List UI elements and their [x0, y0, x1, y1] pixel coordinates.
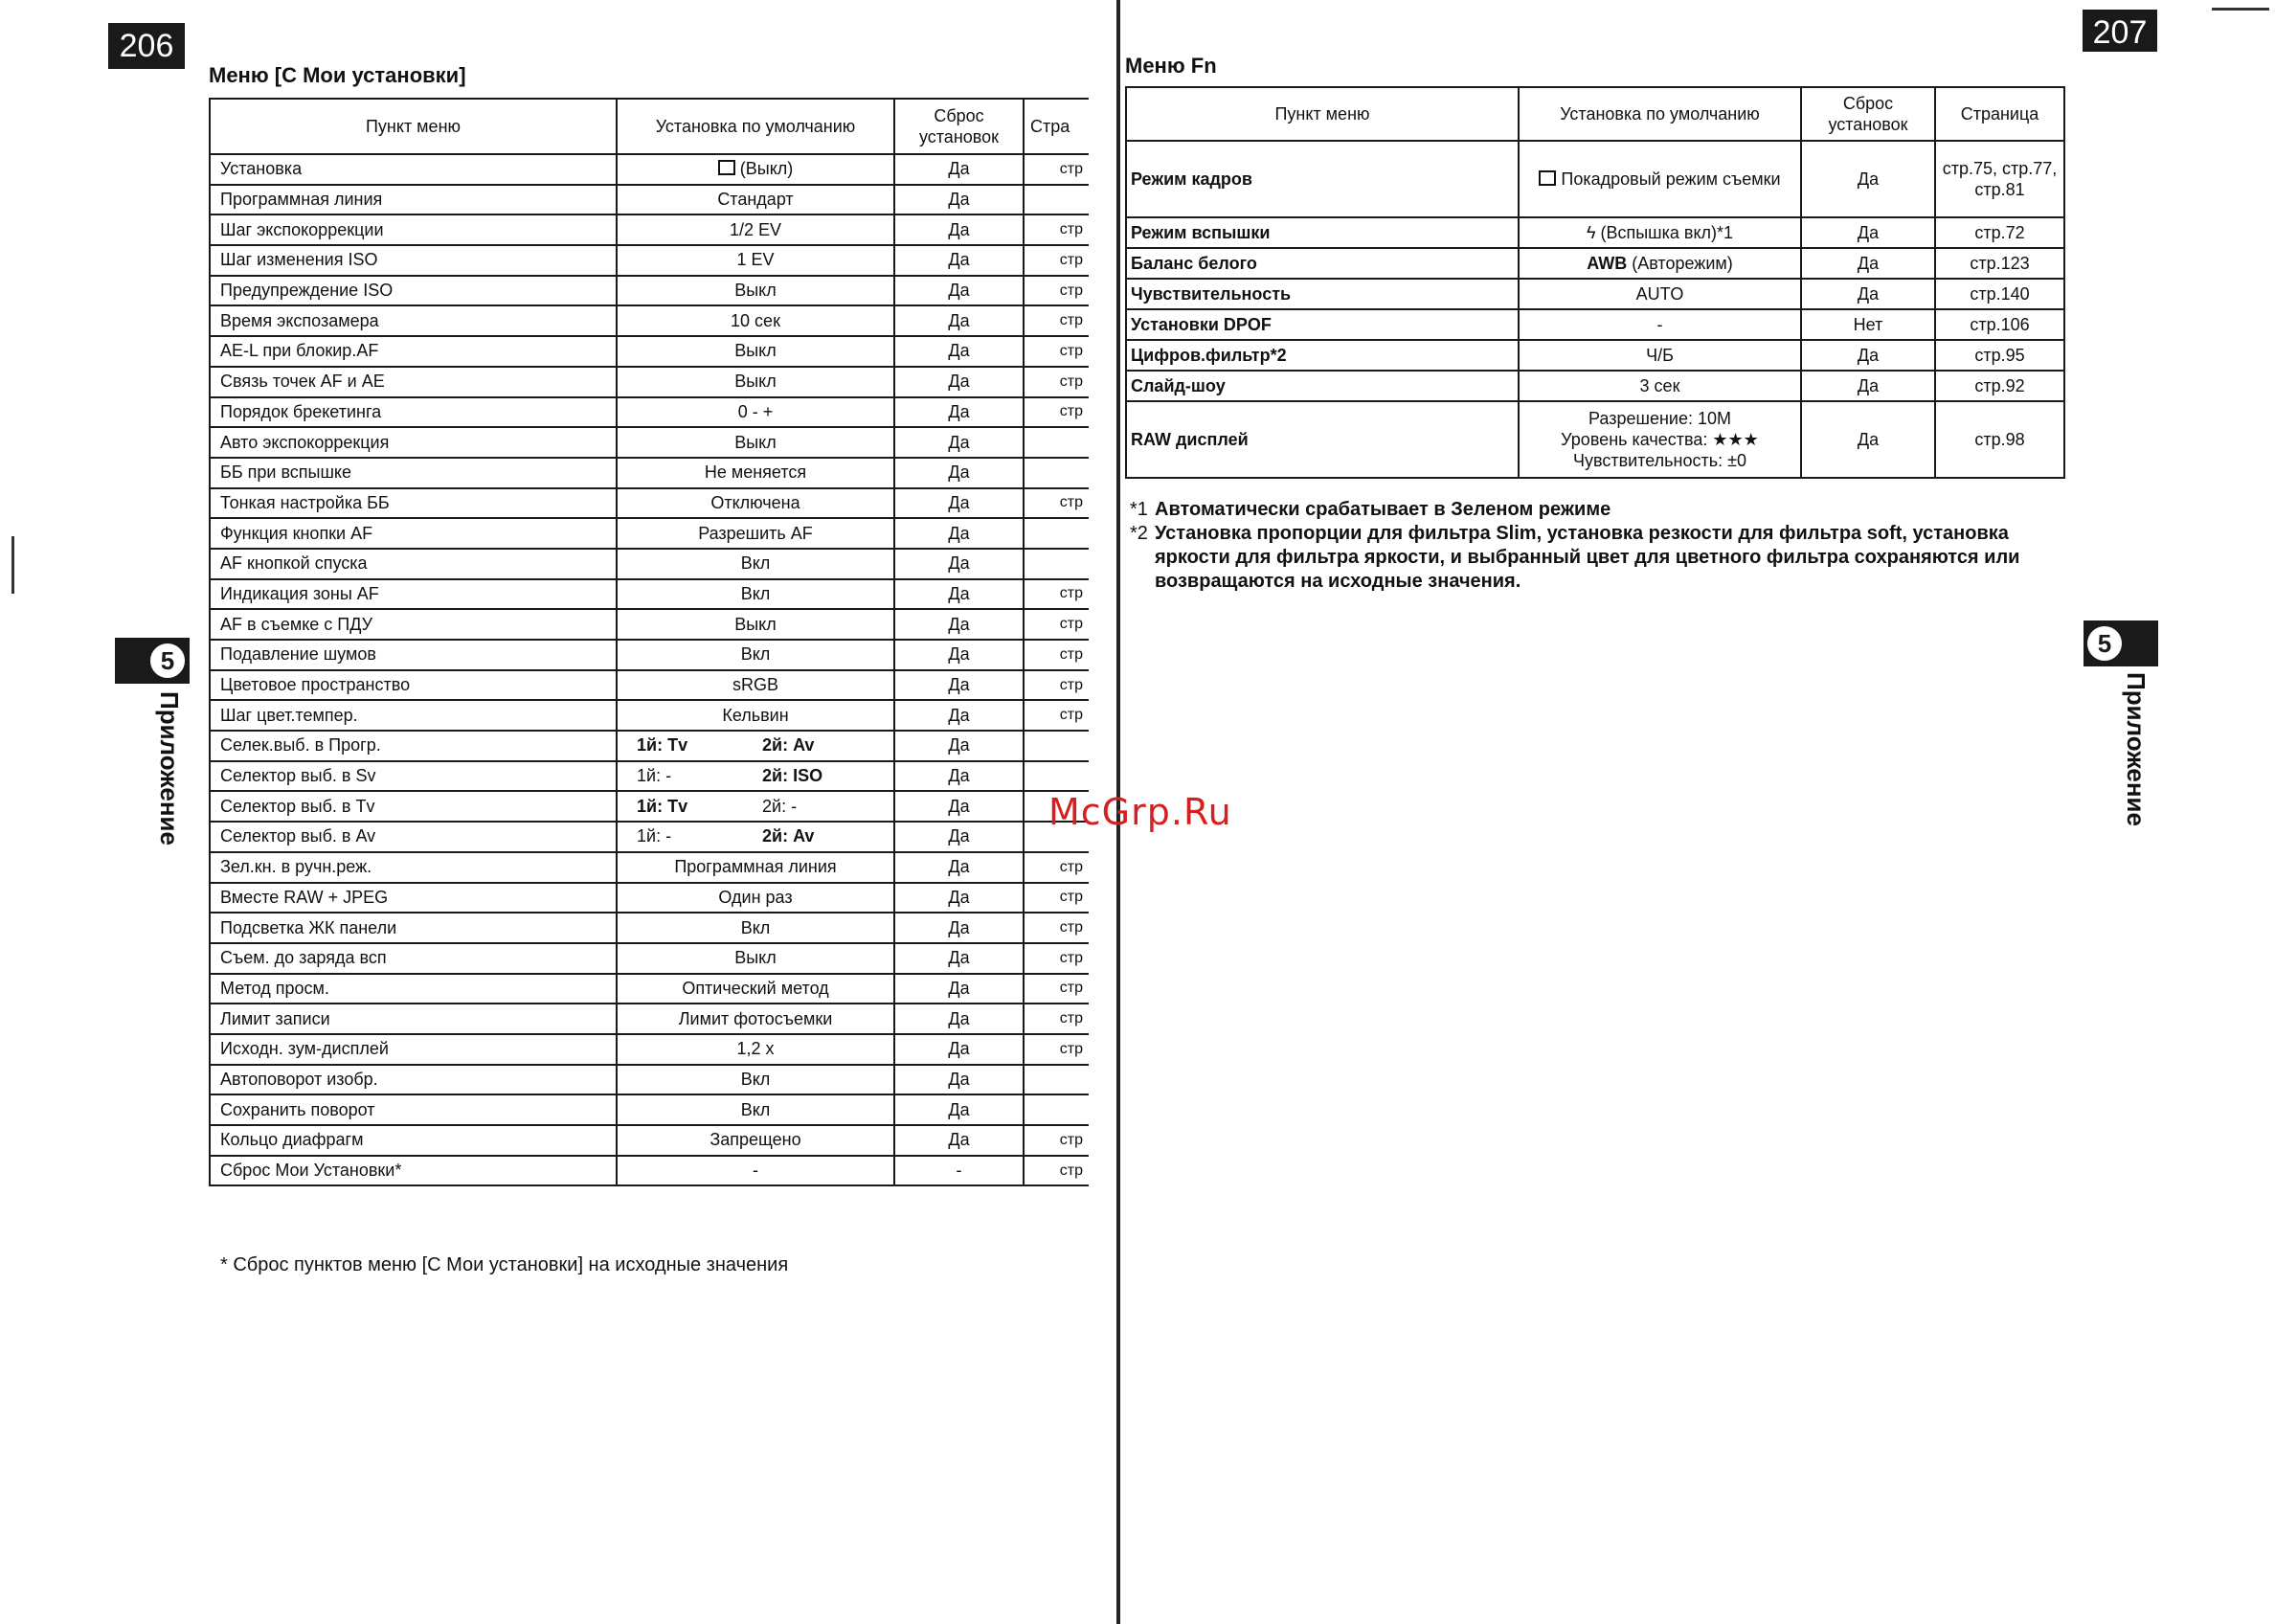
reset-cell: Да — [894, 700, 1024, 731]
table-row — [210, 670, 1089, 701]
col-header-reset: Сброс установок — [1801, 87, 1935, 141]
page-cell: стр — [1024, 397, 1089, 428]
table-row — [210, 276, 1089, 306]
col-header-item: Пункт меню — [1126, 87, 1519, 141]
note-mark: *2 — [1130, 523, 1148, 544]
table-row — [210, 731, 1089, 761]
page-cell: стр — [1024, 336, 1089, 367]
reset-cell: Да — [894, 609, 1024, 640]
default-cell: 1,2 x — [617, 1034, 894, 1065]
reset-cell: Да — [894, 640, 1024, 670]
default-cell — [617, 761, 894, 792]
default-cell: Не меняется — [617, 458, 894, 488]
item-cell: Индикация зоны AF — [210, 579, 617, 610]
item-cell: Слайд-шоу — [1126, 371, 1519, 401]
page-cell — [1024, 427, 1089, 458]
chapter-tab-left — [115, 638, 190, 684]
reset-cell: Да — [894, 276, 1024, 306]
reset-cell: Да — [894, 1004, 1024, 1034]
reset-cell: Да — [894, 1094, 1024, 1125]
reset-cell: Да — [894, 458, 1024, 488]
table-row — [210, 458, 1089, 488]
page-cell: стр — [1024, 640, 1089, 670]
left-footnote: * Сброс пунктов меню [C Мои установки] на исходные значения — [220, 1254, 789, 1275]
default-cell: 1/2 EV — [617, 214, 894, 245]
page-cell: стр — [1024, 1004, 1089, 1034]
item-cell: Селектор выб. в Tv — [210, 791, 617, 822]
page-cell: стр — [1024, 852, 1089, 883]
table-row — [210, 1065, 1089, 1095]
table-row — [210, 791, 1089, 822]
raw-quality: Уровень качества: ★★★ — [1561, 430, 1759, 449]
my-settings-table — [209, 98, 1089, 1186]
item-cell: Селектор выб. в Av — [210, 822, 617, 852]
page-number-right: 207 — [2083, 10, 2157, 52]
chapter-label-left: Приложение — [155, 691, 184, 846]
page-cell: стр — [1024, 609, 1089, 640]
page-cell: стр.140 — [1935, 279, 2064, 309]
table-row — [210, 427, 1089, 458]
reset-cell: Да — [1801, 248, 1935, 279]
right-section-title: Меню Fn — [1125, 54, 1217, 78]
chapter-number: 5 — [147, 641, 188, 681]
item-cell: Время экспозамера — [210, 305, 617, 336]
table-row — [210, 974, 1089, 1004]
default-value: (Авторежим) — [1632, 254, 1733, 273]
note-text: Установка пропорции для фильтра Slim, установка резкости для фильтра soft, установка яркости для фильтра яркости, и выбранный цвет для цветного фильтра сохраняются или возвращаются на исходные значения. — [1155, 523, 2020, 592]
reset-cell: Да — [894, 791, 1024, 822]
page-cell: стр.75, стр.77, стр.81 — [1935, 141, 2064, 217]
reset-cell: Да — [894, 1065, 1024, 1095]
note-2 — [1130, 522, 2049, 594]
page-cell — [1024, 1065, 1089, 1095]
col-header-default: Установка по умолчанию — [1519, 87, 1801, 141]
default-cell: Ч/Б — [1519, 340, 1801, 371]
reset-cell: Да — [894, 214, 1024, 245]
reset-cell: Да — [1801, 217, 1935, 248]
dial-2-value: 2й: Av — [762, 826, 815, 846]
table-row — [210, 852, 1089, 883]
single-frame-icon — [1539, 170, 1556, 186]
col-header-page: Стра — [1024, 99, 1089, 154]
item-cell: Подавление шумов — [210, 640, 617, 670]
table-row — [1126, 141, 2064, 217]
item-cell: Сохранить поворот — [210, 1094, 617, 1125]
col-header-reset: Сброс установок — [894, 99, 1024, 154]
default-cell: Выкл — [617, 943, 894, 974]
table-row — [1126, 309, 2064, 340]
dial-1-value: 1й: - — [637, 766, 672, 786]
table-row — [210, 883, 1089, 914]
page-cell: стр — [1024, 276, 1089, 306]
reset-cell: Да — [1801, 371, 1935, 401]
page-cell: стр — [1024, 1125, 1089, 1156]
item-cell: Баланс белого — [1126, 248, 1519, 279]
table-row — [210, 1004, 1089, 1034]
default-cell: - — [1519, 309, 1801, 340]
page-cell: стр — [1024, 579, 1089, 610]
page-cell: стр — [1024, 488, 1089, 519]
item-cell: Установки DPOF — [1126, 309, 1519, 340]
default-cell — [1519, 217, 1801, 248]
table-row — [210, 305, 1089, 336]
default-cell — [617, 791, 894, 822]
table-row — [210, 700, 1089, 731]
default-cell: Лимит фотосъемки — [617, 1004, 894, 1034]
reset-cell: Да — [1801, 401, 1935, 478]
default-cell: Кельвин — [617, 700, 894, 731]
default-cell: Стандарт — [617, 185, 894, 215]
left-section-title: Меню [C Мои установки] — [209, 63, 466, 87]
page-cell: стр — [1024, 943, 1089, 974]
page-cell — [1024, 518, 1089, 549]
default-cell: 0 - + — [617, 397, 894, 428]
page-cell — [1024, 1094, 1089, 1125]
item-cell: Кольцо диафрагм — [210, 1125, 617, 1156]
reset-cell: Да — [1801, 279, 1935, 309]
reset-cell: Да — [1801, 141, 1935, 217]
raw-sensitivity: Чувствительность: ±0 — [1572, 451, 1747, 470]
item-cell: Авто экспокоррекция — [210, 427, 617, 458]
default-cell: - — [617, 1156, 894, 1186]
item-cell: AF кнопкой спуска — [210, 549, 617, 579]
default-cell: sRGB — [617, 670, 894, 701]
default-cell — [1519, 248, 1801, 279]
dial-2-value: 2й: ISO — [762, 766, 823, 786]
table-row — [210, 185, 1089, 215]
table-row — [210, 640, 1089, 670]
page-cell: стр — [1024, 700, 1089, 731]
reset-cell: Да — [894, 883, 1024, 914]
watermark: McGrp.Ru — [1048, 791, 1232, 833]
item-cell: Тонкая настройка ББ — [210, 488, 617, 519]
reset-cell: Да — [894, 518, 1024, 549]
dial-1-value: 1й: Tv — [637, 735, 688, 756]
page-cell — [1024, 731, 1089, 761]
reset-cell: Да — [894, 488, 1024, 519]
item-cell: Подсветка ЖК панели — [210, 913, 617, 943]
table-row — [210, 913, 1089, 943]
reset-cell: Да — [894, 1034, 1024, 1065]
flash-icon: ϟ — [1586, 223, 1596, 242]
reset-cell: Да — [894, 943, 1024, 974]
awb-label: AWB — [1587, 254, 1628, 273]
table-row — [210, 367, 1089, 397]
default-cell — [1519, 141, 1801, 217]
reset-cell: Да — [894, 974, 1024, 1004]
chapter-number: 5 — [2084, 623, 2125, 664]
dial-2-value: 2й: Av — [762, 735, 815, 756]
page-cell: стр — [1024, 245, 1089, 276]
reset-cell: Да — [894, 336, 1024, 367]
page-cell: стр — [1024, 1156, 1089, 1186]
dial-1-value: 1й: - — [637, 826, 672, 846]
table-row — [1126, 401, 2064, 478]
page-cell: стр — [1024, 670, 1089, 701]
item-cell: AE-L при блокир.AF — [210, 336, 617, 367]
page-cell: стр.98 — [1935, 401, 2064, 478]
note-1 — [1130, 498, 2049, 522]
reset-cell: - — [894, 1156, 1024, 1186]
note-mark: *1 — [1130, 499, 1148, 520]
page-cell — [1024, 761, 1089, 792]
default-cell: Вкл — [617, 913, 894, 943]
item-cell: Связь точек AF и AE — [210, 367, 617, 397]
table-header-row — [210, 99, 1089, 154]
item-cell: Метод просм. — [210, 974, 617, 1004]
default-cell: Вкл — [617, 579, 894, 610]
table-row — [210, 397, 1089, 428]
reset-cell: Да — [894, 761, 1024, 792]
col-header-default: Установка по умолчанию — [617, 99, 894, 154]
reset-cell: Да — [894, 822, 1024, 852]
reset-cell: Да — [894, 305, 1024, 336]
default-cell: Разрешить AF — [617, 518, 894, 549]
edge-mark — [11, 536, 14, 594]
item-cell: Автоповорот изобр. — [210, 1065, 617, 1095]
item-cell: Цветовое пространство — [210, 670, 617, 701]
reset-cell: Да — [1801, 340, 1935, 371]
table-row — [210, 1125, 1089, 1156]
default-cell: Запрещено — [617, 1125, 894, 1156]
item-cell: Зел.кн. в ручн.реж. — [210, 852, 617, 883]
table-row — [210, 488, 1089, 519]
page-cell: стр — [1024, 154, 1089, 185]
reset-cell: Да — [894, 154, 1024, 185]
page-cell: стр — [1024, 367, 1089, 397]
page-cell: стр — [1024, 974, 1089, 1004]
page-cell — [1024, 458, 1089, 488]
table-row — [1126, 217, 2064, 248]
chapter-tab-right — [2084, 620, 2158, 666]
reset-cell: Да — [894, 852, 1024, 883]
page-cell: стр — [1024, 883, 1089, 914]
reset-cell: Да — [894, 670, 1024, 701]
table-header-row — [1126, 87, 2064, 141]
page-cell — [1024, 549, 1089, 579]
table-row — [210, 336, 1089, 367]
item-cell: Селек.выб. в Прогр. — [210, 731, 617, 761]
single-frame-icon — [718, 160, 735, 175]
default-cell: AUTO — [1519, 279, 1801, 309]
dial-1-value: 1й: Tv — [637, 796, 688, 816]
item-cell: Функция кнопки AF — [210, 518, 617, 549]
default-cell — [617, 822, 894, 852]
right-notes — [1130, 498, 2049, 594]
default-cell: Вкл — [617, 640, 894, 670]
item-cell: Режим вспышки — [1126, 217, 1519, 248]
table-row — [210, 822, 1089, 852]
reset-cell: Нет — [1801, 309, 1935, 340]
item-cell: ББ при вспышке — [210, 458, 617, 488]
default-cell: Отключена — [617, 488, 894, 519]
reset-cell: Да — [894, 549, 1024, 579]
default-cell — [617, 154, 894, 185]
item-cell: Предупреждение ISO — [210, 276, 617, 306]
default-cell: Выкл — [617, 427, 894, 458]
item-cell: AF в съемке с ПДУ — [210, 609, 617, 640]
col-header-page: Страница — [1935, 87, 2064, 141]
page-cell: стр — [1024, 305, 1089, 336]
page-cell: стр — [1024, 913, 1089, 943]
default-cell: Вкл — [617, 549, 894, 579]
reset-cell: Да — [894, 367, 1024, 397]
table-row — [210, 214, 1089, 245]
reset-cell: Да — [894, 245, 1024, 276]
table-row — [1126, 371, 2064, 401]
reset-cell: Да — [894, 579, 1024, 610]
page-cell: стр.123 — [1935, 248, 2064, 279]
table-row — [210, 1156, 1089, 1186]
reset-cell: Да — [894, 1125, 1024, 1156]
item-cell: Порядок брекетинга — [210, 397, 617, 428]
item-cell: RAW дисплей — [1126, 401, 1519, 478]
default-cell: 10 сек — [617, 305, 894, 336]
table-row — [210, 154, 1089, 185]
item-cell: Исходн. зум-дисплей — [210, 1034, 617, 1065]
default-cell: Выкл — [617, 609, 894, 640]
table-row — [1126, 279, 2064, 309]
page-number-left: 206 — [108, 23, 185, 69]
reset-cell: Да — [894, 427, 1024, 458]
page-cell: стр.106 — [1935, 309, 2064, 340]
item-cell: Шаг экспокоррекции — [210, 214, 617, 245]
default-value: (Выкл) — [739, 159, 794, 179]
default-cell: Оптический метод — [617, 974, 894, 1004]
item-cell: Шаг цвет.темпер. — [210, 700, 617, 731]
default-value: (Вспышка вкл)*1 — [1600, 223, 1734, 242]
item-cell: Шаг изменения ISO — [210, 245, 617, 276]
default-value: Покадровый режим съемки — [1561, 169, 1781, 189]
chapter-label-right: Приложение — [2122, 672, 2151, 826]
default-cell: Вкл — [617, 1094, 894, 1125]
default-cell: Выкл — [617, 336, 894, 367]
table-row — [210, 549, 1089, 579]
page-cell: стр — [1024, 1034, 1089, 1065]
table-row — [210, 1034, 1089, 1065]
default-cell: 1 EV — [617, 245, 894, 276]
default-cell: 3 сек — [1519, 371, 1801, 401]
item-cell: Съем. до заряда всп — [210, 943, 617, 974]
fn-menu-table — [1125, 86, 2065, 479]
default-cell: Один раз — [617, 883, 894, 914]
page-cell: стр.72 — [1935, 217, 2064, 248]
item-cell: Вместе RAW + JPEG — [210, 883, 617, 914]
item-cell: Программная линия — [210, 185, 617, 215]
reset-cell: Да — [894, 731, 1024, 761]
default-cell — [617, 731, 894, 761]
table-row — [210, 1094, 1089, 1125]
item-cell: Селектор выб. в Sv — [210, 761, 617, 792]
default-cell — [1519, 401, 1801, 478]
default-cell: Программная линия — [617, 852, 894, 883]
reset-cell: Да — [894, 397, 1024, 428]
page-cell — [1024, 185, 1089, 215]
edge-mark — [2212, 8, 2269, 11]
page-cell: стр.92 — [1935, 371, 2064, 401]
default-cell: Выкл — [617, 367, 894, 397]
default-cell: Выкл — [617, 276, 894, 306]
default-cell: Вкл — [617, 1065, 894, 1095]
reset-cell: Да — [894, 913, 1024, 943]
table-row — [210, 245, 1089, 276]
reset-cell: Да — [894, 185, 1024, 215]
table-row — [210, 761, 1089, 792]
page-cell: стр.95 — [1935, 340, 2064, 371]
table-row — [210, 518, 1089, 549]
page-cell: стр — [1024, 214, 1089, 245]
note-text: Автоматически срабатывает в Зеленом режиме — [1155, 499, 1611, 520]
raw-resolution: Разрешение: 10M — [1588, 409, 1731, 428]
item-cell: Цифров.фильтр*2 — [1126, 340, 1519, 371]
item-cell: Режим кадров — [1126, 141, 1519, 217]
item-cell: Установка — [210, 154, 617, 185]
dial-2-value: 2й: - — [762, 796, 798, 816]
col-header-item: Пункт меню — [210, 99, 617, 154]
item-cell: Чувствительность — [1126, 279, 1519, 309]
table-row — [1126, 248, 2064, 279]
table-row — [210, 579, 1089, 610]
table-row — [210, 943, 1089, 974]
item-cell: Лимит записи — [210, 1004, 617, 1034]
table-row — [1126, 340, 2064, 371]
table-row — [210, 609, 1089, 640]
item-cell: Сброс Мои Установки* — [210, 1156, 617, 1186]
